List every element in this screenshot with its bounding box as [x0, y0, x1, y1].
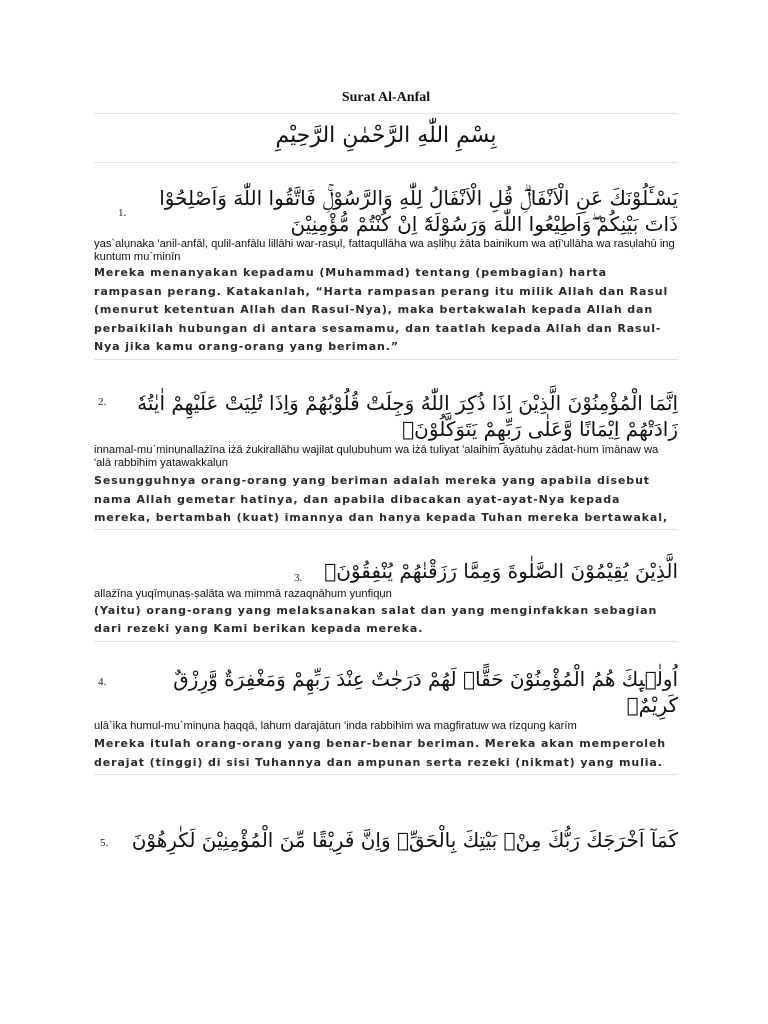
document-page	[94, 78, 678, 853]
divider	[94, 641, 678, 642]
verse-5	[94, 827, 678, 853]
verse-translation: Sesungguhnya orang-orang yang beriman adalah mereka yang apabila disebut nama Allah gemetar hatinya, dan apabila dibacakan ayat-ayat-Nya kepada mereka, bertambah (kuat) imannya dan hanya kepada Tuhan mereka bertawakal,	[94, 473, 668, 525]
verse-4	[94, 666, 678, 775]
verse-arabic-row	[94, 390, 678, 442]
verse-arabic: يَسْـَٔلُوْنَكَ عَنِ الْاَنْفَالِۗ قُلِ الْاَنْفَالُ لِلّٰهِ وَالرَّسُوْلِۚ فَاتَّقُوا اللّٰهَ وَاَصْلِحُوْا ذَاتَ بَيْنِكُمْ ۖوَاَطِيْعُوا اللّٰهَ وَرَسُوْلَهٗٓ اِنْ كُنْتُمْ مُّؤْمِنِيْنَ	[159, 186, 678, 236]
verse-2	[94, 390, 678, 530]
verse-arabic-row	[94, 558, 678, 584]
verse-1	[94, 185, 678, 360]
verse-number: 1.	[118, 207, 127, 219]
verse-number: 5.	[100, 837, 109, 850]
page-title: Surat Al-Anfal	[341, 90, 431, 105]
verse-arabic: كَمَآ اَخْرَجَكَ رَبُّكَ مِنْۢ بَيْتِكَ بِالْحَقِّۖ وَاِنَّ فَرِيْقًا مِّنَ الْمُؤْمِنِيْنَ لَكٰرِهُوْنَ	[131, 828, 678, 853]
verse-arabic: الَّذِيْنَ يُقِيْمُوْنَ الصَّلٰوةَ وَمِمَّا رَزَقْنٰهُمْ يُنْفِقُوْنَۗ	[324, 558, 678, 583]
verse-3	[94, 558, 678, 642]
verse-translation: Mereka itulah orang-orang yang benar-benar beriman. Mereka akan memperoleh derajat (tinggi) di sisi Tuhannya dan ampunan serta rezeki (nikmat) yang mulia.	[94, 736, 667, 769]
verse-transliteration: allażīna yuqīmụnaṣ-ṣalāta wa mimmā razaqnāhum yunfiqụn	[94, 587, 392, 600]
verse-translation: Mereka menanyakan kepadamu (Muhammad) tentang (pembagian) harta rampasan perang. Katakanlah, “Harta rampasan perang itu milik Allah dan Rasul (menurut ketentuan Allah dan Rasul-Nya), maka bertakwalah kepada Allah dan perbaikilah hubungan di antara sesamamu, dan taatlah kepada Allah dan Rasul-Nya jika kamu orang-orang yang beriman.”	[94, 266, 669, 354]
verse-arabic-row	[94, 827, 678, 853]
verse-number: 4.	[98, 675, 107, 688]
divider	[94, 359, 678, 360]
bismillah: بِسْمِ اللّٰهِ الرَّحْمٰنِ الرَّحِيْمِ	[275, 123, 497, 148]
verse-transliteration: yas`alụnaka 'anil-anfāl, qulil-anfālu lillāhi war-rasụl, fattaqullāha wa aṣliḥụ żāta bainikum wa aṭī'ullāha wa rasụlahū ing kuntum mu`minīn	[94, 238, 675, 263]
verse-arabic: اِنَّمَا الْمُؤْمِنُوْنَ الَّذِيْنَ اِذَا ذُكِرَ اللّٰهُ وَجِلَتْ قُلُوْبُهُمْ وَاِذَا تُلِيَتْ عَلَيْهِمْ اٰيٰتُهٗ زَادَتْهُمْ اِيْمَانًا وَّعَلٰى رَبِّهِمْ يَتَوَكَّلُوْنَۙ	[137, 390, 678, 441]
verse-transliteration: innamal-mu`minụnallażīna iżā żukirallāhu wajilat qulụbuhum wa iżā tuliyat 'alaihim āyātuhụ zādat-hum īmānaw wa 'alā rabbihim yatawakkalụn	[94, 443, 659, 469]
verse-translation: (Yaitu) orang-orang yang melaksanakan salat dan yang menginfakkan sebagian dari rezeki yang Kami berikan kepada mereka.	[94, 603, 658, 636]
verse-arabic-row	[94, 185, 678, 237]
divider	[94, 774, 678, 775]
verse-arabic-row	[94, 666, 678, 718]
verse-arabic: اُولٰۤىِٕكَ هُمُ الْمُؤْمِنُوْنَ حَقًّاۗ لَهُمْ دَرَجٰتٌ عِنْدَ رَبِّهِمْ وَمَغْفِرَةٌ وَّرِزْقٌ كَرِيْمٌۚ	[173, 666, 678, 717]
verse-number: 2.	[98, 395, 107, 408]
verse-transliteration: ulā`ika humul-mu`minụna ḥaqqā, lahum darajātun 'inda rabbihim wa magfiratuw wa rizqung karīm	[94, 719, 577, 732]
divider	[94, 529, 678, 530]
divider	[94, 162, 678, 163]
verse-number: 3.	[294, 571, 303, 584]
